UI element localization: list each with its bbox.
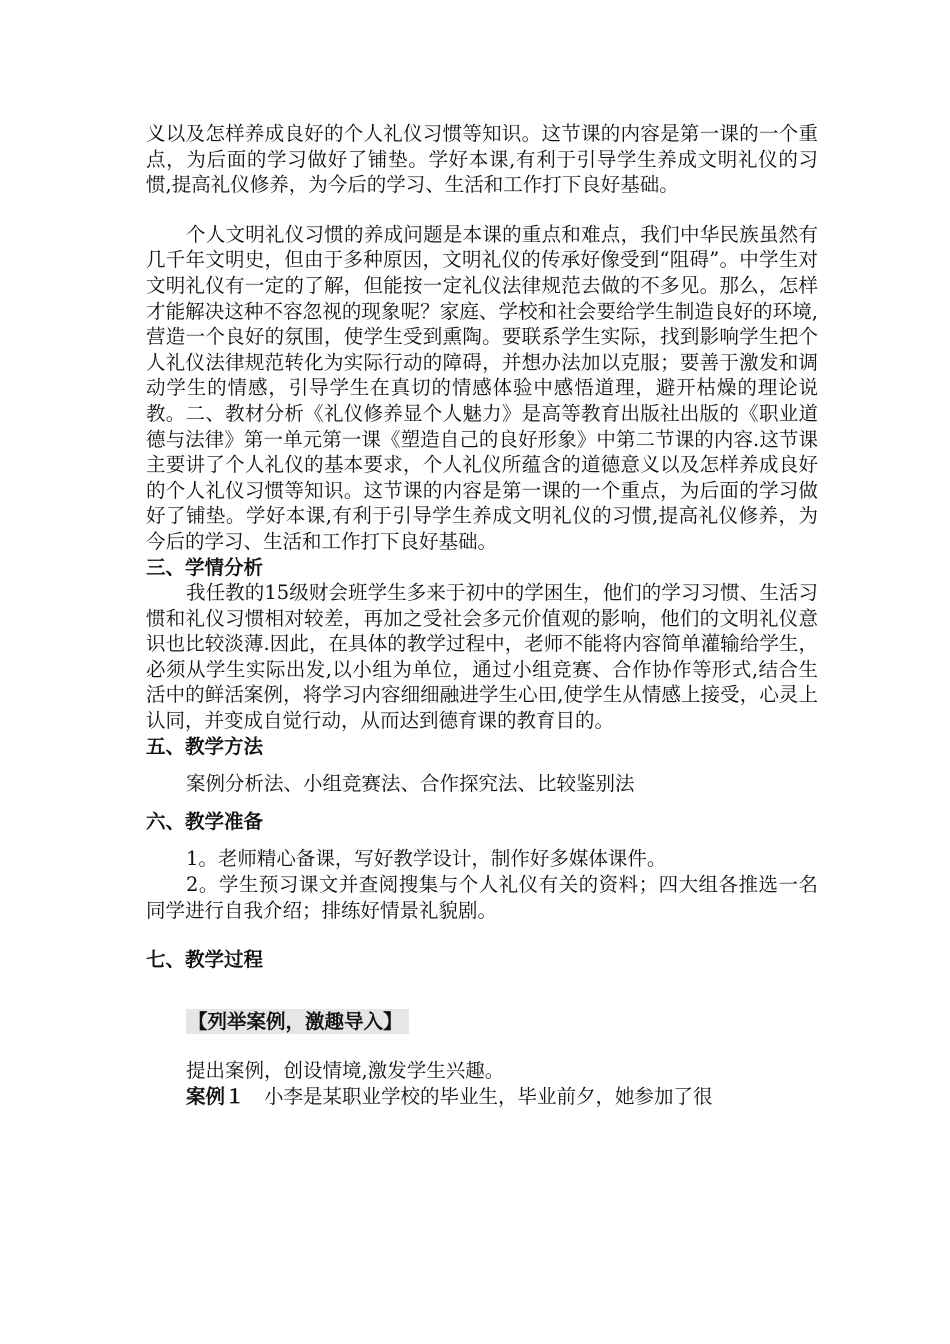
paragraph-key-difficulty: 个人文明礼仪习惯的养成问题是本课的重点和难点，我们中华民族虽然有几千年文明史，但由于多种原因，文明礼仪的传承好像受到“阻碍”。中学生对文明礼仪有一定的了解，但能按一定礼仪法律规范去做的不多见。那么，怎样才能解决这种不容忽视的现象呢？家庭、学校和社会要给学生制造良好的环境,营造一个良好的氛围，使学生受到熏陶。要联系学生实际，找到影响学生把个人礼仪法律规范转化为实际行动的障碍，并想办法加以克服；要善于激发和调动学生的情感，引导学生在真切的情感体验中感悟道理，避开枯燥的理论说教。二、教材分析《礼仪修养显个人魅力》是高等教育出版社出版的《职业道德与法律》第一单元第一课《塑造自己的良好形象》中第二节课的内容.这节课主要讲了个人礼仪的基本要求，个人礼仪所蕴含的道德意义以及怎样养成良好的个人礼仪习惯等知识。这节课的内容是第一课的一个重点，为后面的学习做好了铺垫。学好本课,有利于引导学生养成文明礼仪的习惯,提高礼仪修养，为今后的学习、生活和工作打下良好基础。 xyxy=(146,222,818,553)
paragraph-student-analysis: 我任教的15级财会班学生多来于初中的学困生，他们的学习习惯、生活习惯和礼仪习惯相对较差，再加之受社会多元价值观的影响，他们的文明礼仪意识也比较淡薄.因此，在具体的教学过程中，老师不能将内容简单灌输给学生，必须从学生实际出发,以小组为单位，通过小组竞赛、合作协作等形式,结合生活中的鲜活案例，将学习内容细细融进学生心田,使学生从情感上接受，心灵上认同，并变成自觉行动，从而达到德育课的教育目的。 xyxy=(146,581,818,733)
preparation-item-2: 2。学生预习课文并查阅搜集与个人礼仪有关的资料；四大组各推选一名同学进行自我介绍；排练好情景礼貌剧。 xyxy=(146,873,818,922)
heading-teaching-process: 七、教学过程 xyxy=(146,948,264,972)
preparation-item-1: 1。老师精心备课，写好教学设计，制作好多媒体课件。 xyxy=(186,847,667,871)
paragraph-process-intro: 提出案例，创设情境,激发学生兴趣。 xyxy=(186,1059,505,1083)
process-box-title: 【列举案例，激趣导入】 xyxy=(186,1009,409,1035)
paragraph-teaching-methods: 案例分析法、小组竞赛法、合作探究法、比较鉴别法 xyxy=(186,772,635,796)
heading-student-analysis: 三、学情分析 xyxy=(146,555,264,579)
document-page xyxy=(146,121,818,1110)
paragraph-intro-continued: 义以及怎样养成良好的个人礼仪习惯等知识。这节课的内容是第一课的一个重点，为后面的学习做好了铺垫。学好本课,有利于引导学生养成文明礼仪的习惯,提高礼仪修养，为今后的学习、生活和工作打下良好基础。 xyxy=(146,122,818,197)
paragraph-case-1 xyxy=(146,1084,818,1110)
process-box-title-wrap xyxy=(146,1009,818,1035)
heading-teaching-preparation: 六、教学准备 xyxy=(146,809,264,833)
heading-teaching-methods: 五、教学方法 xyxy=(146,734,264,758)
case-text: 小李是某职业学校的毕业生，毕业前夕，她参加了很 xyxy=(244,1085,713,1108)
case-label: 案例１ xyxy=(186,1085,245,1108)
